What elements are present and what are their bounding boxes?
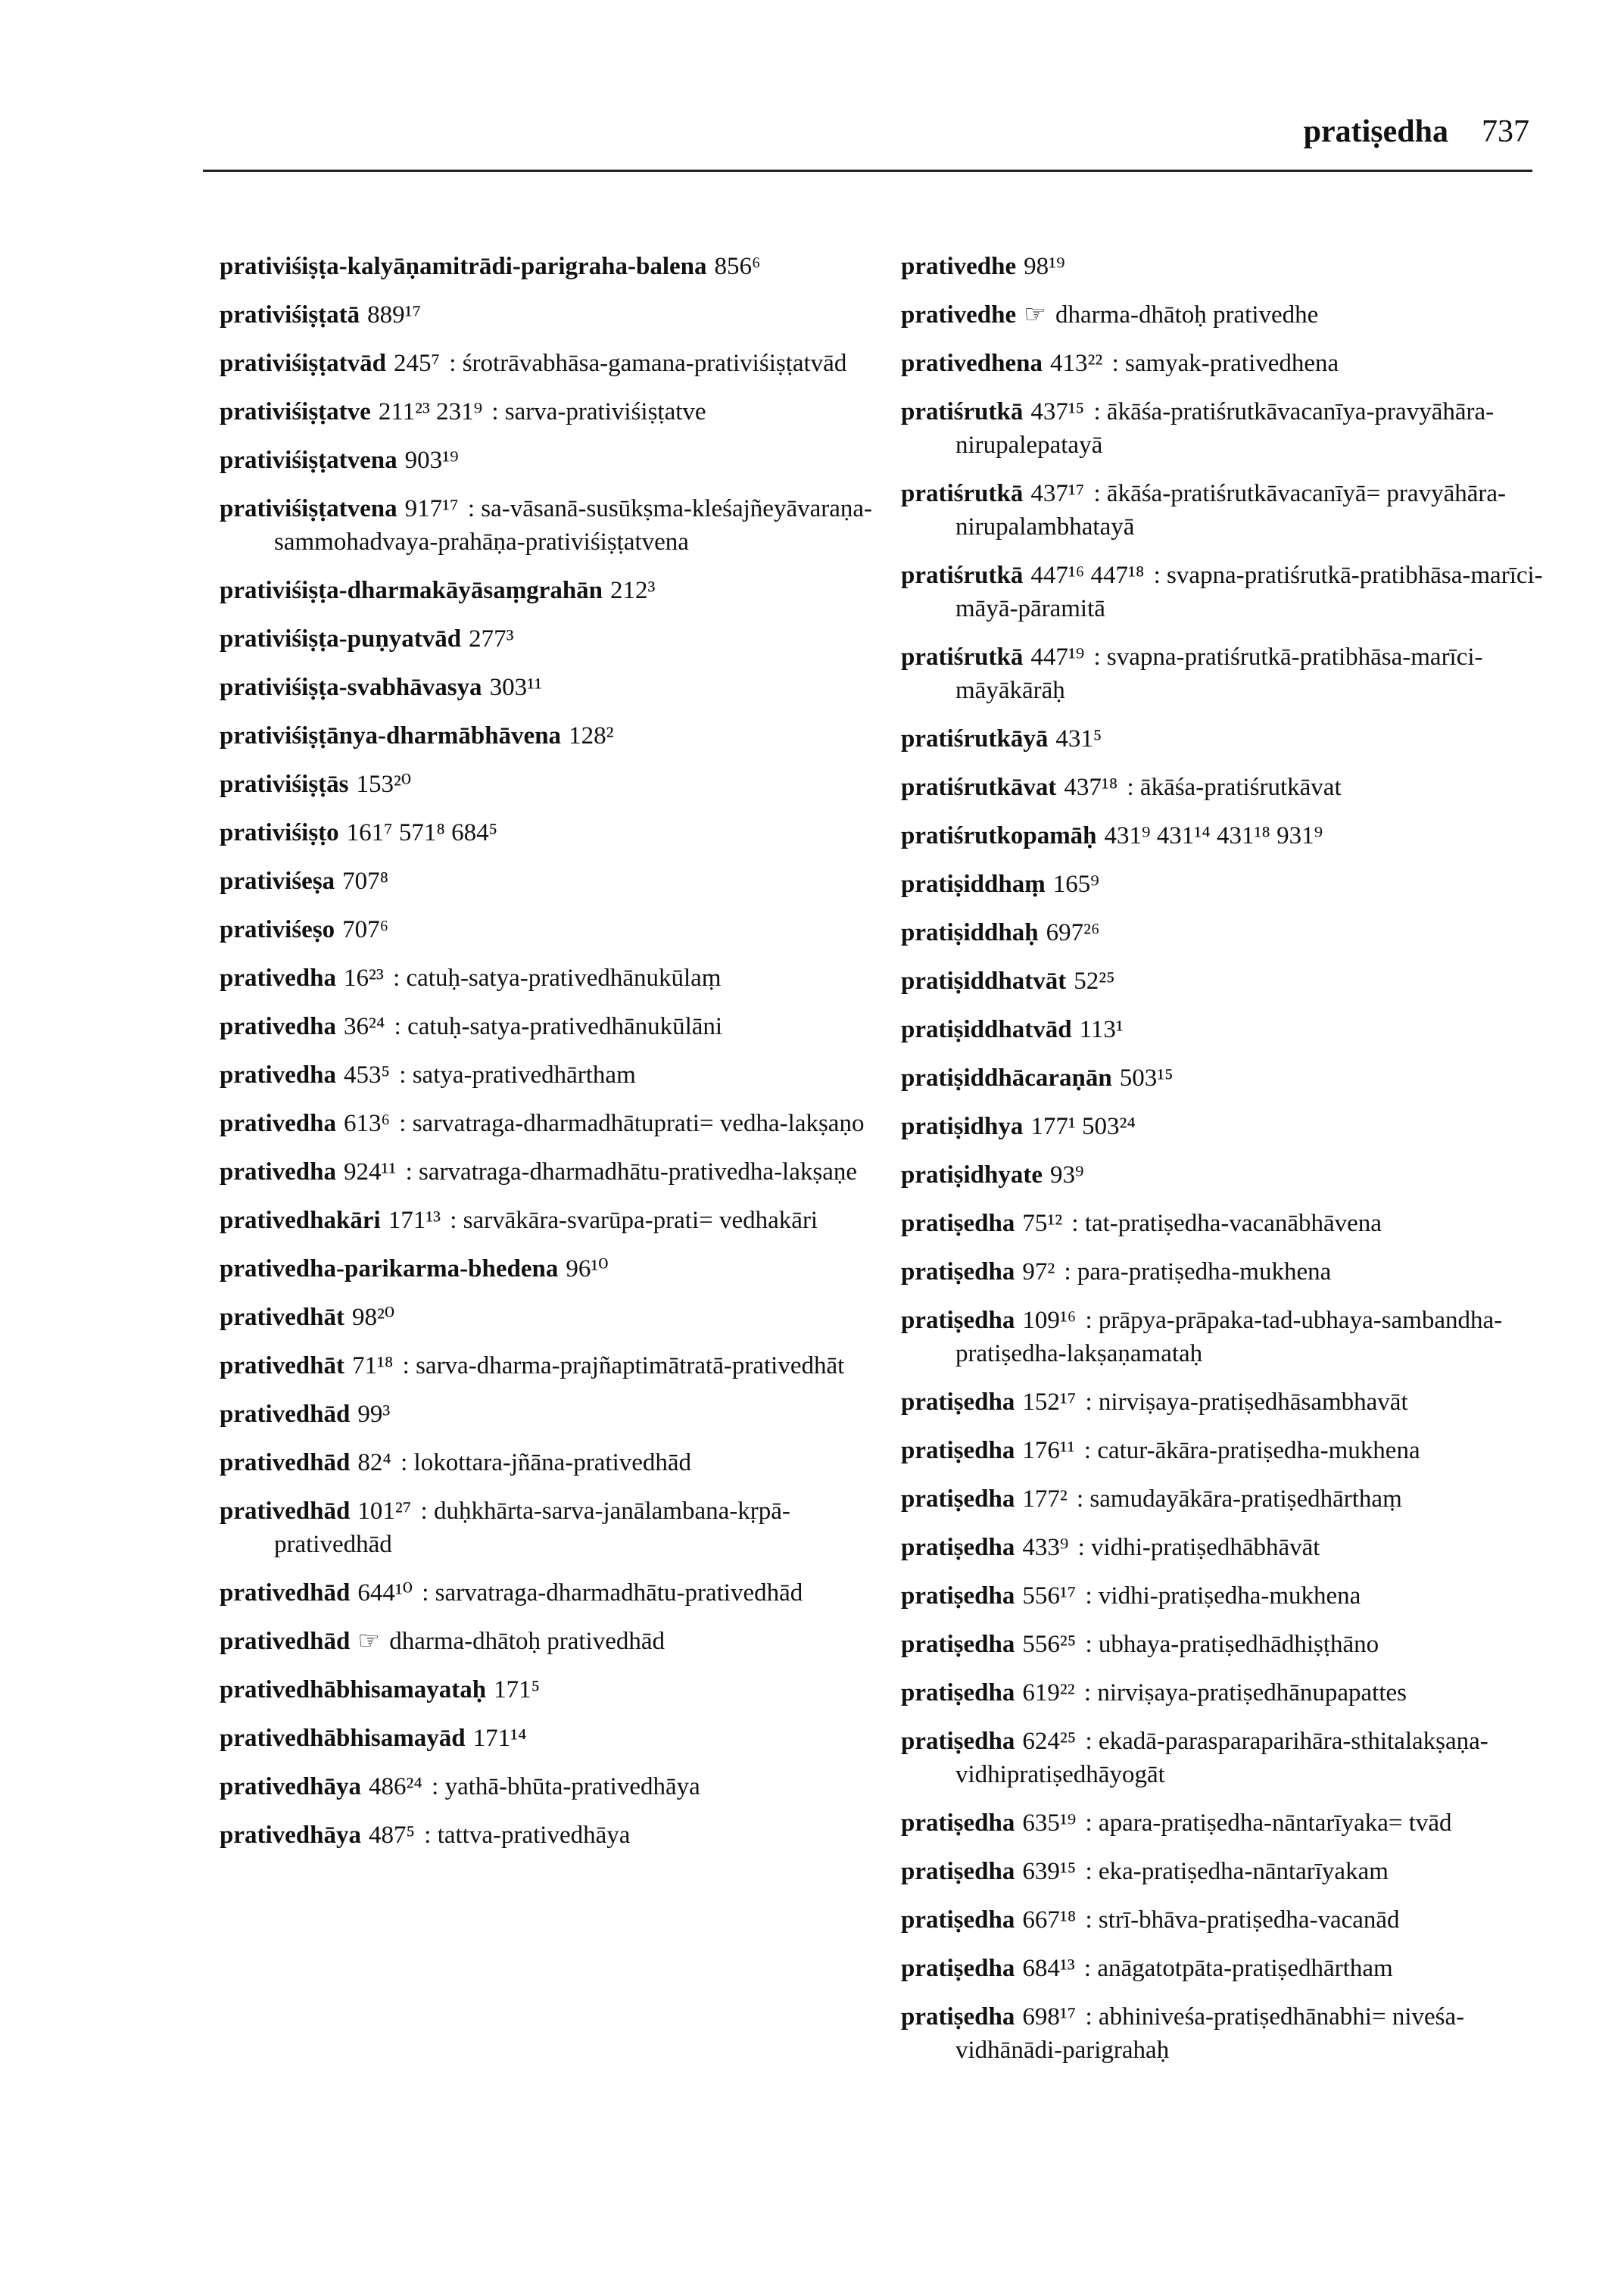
entry-note: : vidhi-pratiṣedha-mukhena (1085, 1582, 1361, 1610)
index-entry (901, 1903, 1567, 1937)
index-entry (220, 492, 886, 559)
entry-note: : lokottara-jñāna-prativedhād (401, 1449, 692, 1476)
entry-locations: 889¹⁷ (367, 301, 422, 329)
index-entry (220, 719, 886, 753)
entry-locations: 447¹⁶ 447¹⁸ (1030, 562, 1145, 589)
entry-headword: prativedhābhisamayād (220, 1725, 466, 1752)
index-entry (220, 574, 886, 607)
entry-note: dharma-dhātoḥ prativedhe (1055, 301, 1319, 329)
index-entry (901, 1628, 1567, 1661)
index-entry (901, 965, 1567, 998)
entry-locations: 707⁸ (342, 868, 389, 895)
index-entry (901, 2000, 1567, 2067)
entry-note: : catuḥ-satya-prativedhānukūlaṃ (393, 965, 722, 992)
entry-headword: pratiṣedha (901, 1582, 1015, 1610)
entry-locations: 109¹⁶ (1022, 1307, 1077, 1334)
entry-note: : ākāśa-pratiśrutkāvat (1127, 774, 1342, 801)
entry-note: : samudayākāra-pratiṣedhārthaṃ (1077, 1485, 1402, 1513)
entry-headword: pratiśrutkopamāḥ (901, 822, 1097, 849)
entry-locations: 684¹³ (1022, 1955, 1075, 1982)
entry-headword: prativedha (220, 1110, 337, 1137)
index-entry (901, 1531, 1567, 1564)
entry-headword: pratiṣiddhatvāt (901, 968, 1067, 995)
entry-note: : samyak-prativedhena (1111, 350, 1339, 377)
entry-locations: 619²² (1022, 1679, 1075, 1706)
entry-locations: 556²⁵ (1022, 1631, 1077, 1658)
entry-note: : ekadā-parasparaparihāra-sthitalakṣaṇa-vidhipratiṣedhāyogāt (955, 1728, 1488, 1788)
index-entry (901, 298, 1567, 332)
left-column (220, 250, 886, 1867)
entry-headword: pratiṣedha (901, 1955, 1015, 1982)
entry-locations: 431⁹ 431¹⁴ 431¹⁸ 931⁹ (1104, 822, 1323, 849)
entry-headword: prativiśeṣa (220, 868, 335, 895)
entry-locations: 161⁷ 571⁸ 684⁵ (346, 819, 498, 846)
index-entry (901, 1110, 1567, 1143)
entry-locations: 437¹⁷ (1030, 480, 1085, 507)
entry-note: : ākāśa-pratiśrutkāvacanīya-pravyāhāra-nirupalepatayā (955, 398, 1495, 459)
entry-headword: pratiṣedha (901, 1631, 1015, 1658)
index-entry (901, 395, 1567, 462)
entry-headword: prativiśiṣṭa-kalyāṇamitrādi-parigraha-balena (220, 253, 707, 280)
entry-headword: pratiṣedha (901, 1437, 1015, 1464)
index-entry (220, 816, 886, 849)
entry-headword: pratiṣedha (901, 1858, 1015, 1885)
entry-headword: pratiśrutkā (901, 398, 1024, 425)
entry-locations: 176¹¹ (1022, 1437, 1075, 1464)
index-entry (220, 1770, 886, 1803)
index-entry (220, 1107, 886, 1140)
entry-locations: 82⁴ (357, 1449, 391, 1476)
running-header (0, 114, 1529, 159)
entry-headword: prativiśeṣo (220, 916, 335, 943)
entry-note: : sarvākāra-svarūpa-prati= vedhakāri (450, 1207, 818, 1234)
right-column (901, 250, 1567, 2082)
entry-locations: 211²³ 231⁹ (378, 398, 483, 425)
entry-locations: 624²⁵ (1022, 1728, 1077, 1755)
entry-locations: ☞ (1024, 301, 1046, 329)
entry-headword: prativiśiṣṭās (220, 771, 349, 798)
entry-locations: 36²⁴ (344, 1013, 385, 1040)
entry-locations: 101²⁷ (357, 1498, 412, 1525)
entry-headword: prativedhakāri (220, 1207, 381, 1234)
entry-locations: 433⁹ (1022, 1534, 1069, 1561)
entry-headword: prativiśiṣṭa-dharmakāyāsaṃgrahān (220, 577, 603, 604)
entry-locations: 113¹ (1079, 1016, 1124, 1043)
index-entry (220, 913, 886, 946)
entry-locations: 644¹⁰ (357, 1579, 413, 1607)
entry-note: : abhiniveśa-pratiṣedhānabhi= niveśa-vidhānādi-parigrahaḥ (955, 2003, 1465, 2064)
entry-locations: 171⁵ (494, 1676, 541, 1703)
entry-note: : apara-pratiṣedha-nāntarīyaka= tvād (1085, 1809, 1452, 1837)
index-entry (901, 1158, 1567, 1192)
entry-headword: pratiṣedha (901, 1809, 1015, 1837)
entry-note: : tat-pratiṣedha-vacanābhāvena (1071, 1210, 1382, 1237)
entry-locations: 503¹⁵ (1119, 1064, 1174, 1092)
index-entry (901, 559, 1567, 625)
entry-note: : para-pratiṣedha-mukhena (1064, 1258, 1332, 1286)
index-entry (901, 1806, 1567, 1840)
index-entry (220, 444, 886, 477)
entry-headword: prativedhe (901, 301, 1017, 329)
header-rule (203, 170, 1532, 172)
entry-locations: 165⁹ (1052, 871, 1099, 898)
index-entry (901, 641, 1567, 707)
index-entry (901, 1434, 1567, 1467)
index-entry (901, 1482, 1567, 1516)
entry-locations: 99³ (357, 1401, 391, 1428)
index-entry (901, 1579, 1567, 1613)
index-entry (220, 1252, 886, 1286)
index-entry (220, 622, 886, 656)
index-entry (901, 1061, 1567, 1095)
entry-note: : nirviṣaya-pratiṣedhāsambhavāt (1085, 1389, 1408, 1416)
index-entry (220, 1576, 886, 1610)
entry-note: : strī-bhāva-pratiṣedha-vacanād (1085, 1906, 1400, 1934)
index-entry (220, 1301, 886, 1334)
entry-note: : vidhi-pratiṣedhābhāvāt (1077, 1534, 1320, 1561)
index-entry (901, 1013, 1567, 1046)
entry-locations: 212³ (610, 577, 656, 604)
entry-locations: 917¹⁷ (404, 495, 459, 522)
running-headword: pratiṣedha (1303, 114, 1448, 149)
entry-headword: pratiṣidhyate (901, 1161, 1043, 1189)
entry-headword: prativiśiṣṭatvena (220, 447, 397, 474)
index-entry (220, 671, 886, 704)
index-entry (220, 962, 886, 995)
entry-note: : sarvatraga-dharmadhātu-prativedhād (422, 1579, 803, 1607)
index-entry (901, 916, 1567, 949)
index-entry (220, 395, 886, 429)
entry-headword: prativiśiṣṭa-puṇyatvād (220, 625, 462, 653)
entry-note: : svapna-pratiśrutkā-pratibhāsa-marīci-māyākārāḥ (955, 644, 1483, 704)
entry-headword: prativedha (220, 1013, 337, 1040)
entry-note: : sarvatraga-dharmadhātu-prativedha-lakṣaṇe (405, 1158, 858, 1186)
entry-note: : eka-pratiṣedha-nāntarīyakam (1085, 1858, 1389, 1885)
index-entry (220, 1625, 886, 1658)
entry-headword: pratiṣedha (901, 1307, 1015, 1334)
entry-locations: 52²⁵ (1074, 968, 1115, 995)
index-entry (220, 1673, 886, 1706)
entry-locations: 171¹⁴ (472, 1725, 527, 1752)
entry-headword: pratiṣiddhatvād (901, 1016, 1072, 1043)
index-entry (220, 1010, 886, 1043)
entry-headword: pratiṣedha (901, 1258, 1015, 1286)
index-entry (901, 1725, 1567, 1791)
entry-locations: 303¹¹ (489, 674, 542, 701)
index-entry (220, 1495, 886, 1561)
entry-note: : ubhaya-pratiṣedhādhiṣṭhāno (1085, 1631, 1379, 1658)
entry-locations: 903¹⁹ (404, 447, 459, 474)
entry-headword: prativedhād (220, 1579, 351, 1607)
index-entry (901, 250, 1567, 283)
entry-locations: 75¹² (1022, 1210, 1063, 1237)
entry-headword: prativedha-parikarma-bhedena (220, 1255, 559, 1283)
entry-headword: pratiṣedha (901, 1534, 1015, 1561)
entry-locations: 924¹¹ (344, 1158, 397, 1186)
index-entry (220, 1155, 886, 1189)
entry-locations: 16²³ (344, 965, 384, 992)
entry-locations: 96¹⁰ (566, 1255, 609, 1283)
entry-headword: pratiśrutkā (901, 480, 1024, 507)
entry-locations: 437¹⁸ (1064, 774, 1118, 801)
entry-locations: 93⁹ (1050, 1161, 1084, 1189)
entry-locations: 177¹ 503²⁴ (1030, 1113, 1136, 1140)
entry-locations: 697²⁶ (1046, 919, 1100, 946)
index-entry (220, 1398, 886, 1431)
entry-locations: 639¹⁵ (1022, 1858, 1077, 1885)
entry-locations: ☞ (357, 1628, 380, 1655)
entry-headword: prativedha (220, 965, 337, 992)
entry-headword: prativedhāya (220, 1773, 362, 1800)
entry-headword: prativiśiṣṭatvād (220, 350, 387, 377)
entry-locations: 171¹³ (388, 1207, 441, 1234)
entry-note: : prāpya-prāpaka-tad-ubhaya-sambandha-pratiṣedha-lakṣaṇamataḥ (955, 1307, 1503, 1367)
entry-headword: prativedha (220, 1158, 337, 1186)
entry-note: : duḥkhārta-sarva-janālambana-kṛpā-prativedhād (274, 1498, 790, 1558)
entry-locations: 856⁶ (714, 253, 761, 280)
entry-note: : sa-vāsanā-susūkṣma-kleśajñeyāvaraṇa-sammohadvaya-prahāṇa-prativiśiṣṭatvena (274, 495, 873, 556)
index-entry (901, 477, 1567, 544)
entry-headword: prativiśiṣṭo (220, 819, 339, 846)
entry-headword: pratiṣedha (901, 1679, 1015, 1706)
index-entry (901, 819, 1567, 852)
entry-locations: 453⁵ (344, 1061, 391, 1089)
entry-headword: prativedhena (901, 350, 1043, 377)
index-entry (901, 1304, 1567, 1370)
entry-note: : catuḥ-satya-prativedhānukūlāni (394, 1013, 723, 1040)
entry-headword: prativedha (220, 1061, 337, 1089)
entry-headword: pratiśrutkāvat (901, 774, 1057, 801)
entry-locations: 128² (569, 722, 614, 750)
entry-note: dharma-dhātoḥ prativedhād (389, 1628, 665, 1655)
entry-headword: prativiśiṣṭa-svabhāvasya (220, 674, 482, 701)
entry-headword: prativedhād (220, 1628, 351, 1655)
entry-headword: prativedhād (220, 1401, 351, 1428)
entry-headword: pratiṣiddhaṃ (901, 871, 1046, 898)
entry-headword: pratiśrutkā (901, 562, 1024, 589)
entry-headword: prativiśiṣṭatve (220, 398, 371, 425)
index-entry (220, 250, 886, 283)
entry-headword: pratiṣiddhācaraṇān (901, 1064, 1112, 1092)
index-entry (220, 1349, 886, 1382)
entry-note: : nirviṣaya-pratiṣedhānupapattes (1083, 1679, 1407, 1706)
entry-headword: prativedhāt (220, 1304, 344, 1331)
index-entry (220, 865, 886, 898)
entry-locations: 667¹⁸ (1022, 1906, 1077, 1934)
entry-locations: 277³ (469, 625, 514, 653)
entry-headword: prativiśiṣṭatvena (220, 495, 397, 522)
entry-headword: prativedhābhisamayataḥ (220, 1676, 487, 1703)
index-entry (901, 1207, 1567, 1240)
entry-headword: pratiṣedha (901, 1389, 1015, 1416)
index-entry (901, 1676, 1567, 1710)
entry-headword: pratiṣedha (901, 1906, 1015, 1934)
index-entry (901, 1385, 1567, 1419)
entry-headword: pratiṣiddhaḥ (901, 919, 1039, 946)
entry-locations: 98¹⁹ (1024, 253, 1065, 280)
entry-locations: 177² (1022, 1485, 1068, 1513)
page-number: 737 (1482, 114, 1529, 149)
entry-headword: pratiśrutkāyā (901, 725, 1049, 753)
index-entry (901, 1952, 1567, 1985)
entry-headword: pratiṣedha (901, 1210, 1015, 1237)
index-entry (220, 1204, 886, 1237)
index-entry (220, 1446, 886, 1479)
entry-headword: prativedhe (901, 253, 1017, 280)
entry-locations: 431⁵ (1055, 725, 1102, 753)
entry-note: : sarva-dharma-prajñaptimātratā-prativedhāt (402, 1352, 845, 1379)
entry-locations: 437¹⁵ (1030, 398, 1085, 425)
index-entry (220, 347, 886, 380)
entry-locations: 71¹⁸ (352, 1352, 394, 1379)
entry-locations: 613⁶ (344, 1110, 391, 1137)
index-entry (220, 1819, 886, 1852)
index-entry (220, 1058, 886, 1092)
index-entry (901, 347, 1567, 380)
entry-locations: 707⁶ (342, 916, 389, 943)
entry-note: : sarva-prativiśiṣṭatve (491, 398, 706, 425)
index-entry (220, 298, 886, 332)
entry-headword: prativedhād (220, 1498, 351, 1525)
index-entry (220, 768, 886, 801)
entry-headword: pratiśrutkā (901, 644, 1024, 671)
index-entry (901, 868, 1567, 901)
index-entry (901, 722, 1567, 756)
entry-note: : anāgatotpāta-pratiṣedhārtham (1083, 1955, 1393, 1982)
entry-headword: prativedhāya (220, 1822, 362, 1849)
entry-note: : ākāśa-pratiśrutkāvacanīyā= pravyāhāra-nirupalambhatayā (955, 480, 1506, 541)
entry-locations: 97² (1022, 1258, 1055, 1286)
entry-note: : svapna-pratiśrutkā-pratibhāsa-marīci-māyā-pāramitā (955, 562, 1543, 622)
index-entry (220, 1722, 886, 1755)
entry-locations: 245⁷ (394, 350, 441, 377)
entry-locations: 413²² (1050, 350, 1103, 377)
entry-headword: prativiśiṣṭānya-dharmābhāvena (220, 722, 562, 750)
entry-note: : catur-ākāra-pratiṣedha-mukhena (1083, 1437, 1420, 1464)
entry-locations: 153²⁰ (356, 771, 412, 798)
index-entry (901, 1855, 1567, 1888)
entry-locations: 486²⁴ (369, 1773, 422, 1800)
entry-headword: pratiṣedha (901, 1485, 1015, 1513)
index-entry (901, 1255, 1567, 1289)
entry-note: : śrotrāvabhāsa-gamana-prativiśiṣṭatvād (449, 350, 847, 377)
entry-note: : tattva-prativedhāya (424, 1822, 631, 1849)
index-entry (901, 771, 1567, 804)
entry-note: : satya-prativedhārtham (399, 1061, 636, 1089)
entry-headword: prativedhād (220, 1449, 351, 1476)
entry-headword: pratiṣedha (901, 1728, 1015, 1755)
entry-locations: 556¹⁷ (1022, 1582, 1077, 1610)
entry-locations: 98²⁰ (352, 1304, 395, 1331)
entry-headword: pratiṣidhya (901, 1113, 1024, 1140)
entry-headword: prativiśiṣṭatā (220, 301, 360, 329)
entry-headword: pratiṣedha (901, 2003, 1015, 2031)
entry-note: : sarvatraga-dharmadhātuprati= vedha-lakṣaṇo (399, 1110, 865, 1137)
entry-locations: 447¹⁹ (1030, 644, 1085, 671)
entry-note: : yathā-bhūta-prativedhāya (432, 1773, 700, 1800)
entry-headword: prativedhāt (220, 1352, 344, 1379)
entry-locations: 698¹⁷ (1022, 2003, 1077, 2031)
entry-locations: 635¹⁹ (1022, 1809, 1077, 1837)
entry-locations: 487⁵ (369, 1822, 416, 1849)
entry-locations: 152¹⁷ (1022, 1389, 1077, 1416)
